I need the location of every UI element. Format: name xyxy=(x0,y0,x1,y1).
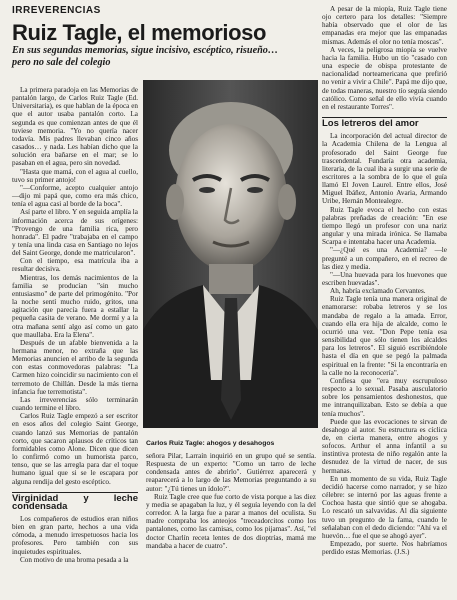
paragraph: Ruiz Tagle evoca el hecho con estas palabras preñadas de creación: "En ese tiempo llegó un profesor con una nariz angular y una mirada irónica. Se llamaba Scarpa e intentaba hacer una Academia. xyxy=(322,205,447,247)
paragraph: Con motivo de una broma pesada a la xyxy=(20,555,129,564)
paragraph: Así parte el libro. Y en seguida amplía la información acerca de sus orígenes: "Provengo de una familia rica, pero honrada". El padre "trabajaba en el campo y tenía una linda casa en Santiago no lejos del Saint George, donde me matricularon". xyxy=(12,208,138,258)
right-column xyxy=(322,5,447,556)
paragraph: señora Pilar, Larraín inquirió en un grupo qué se sentía. Respuesta de un experto: "Como un tarro de leche condensada antes de abrirlo". Gutiérrez aparecerá y reaparecerá a lo largo de las Memorias preguntando a su autor: "¿Tú tienes un ídolo?". xyxy=(146,452,316,493)
paragraph: Empezado, por suerte. Nos habríamos perdido estas Memorias. (J.S.) xyxy=(322,540,447,557)
paragraph: "—¿Qué es una Academia? —le pregunté a un compañero, en el recreo de las diez y media. xyxy=(322,246,447,271)
portrait-illustration xyxy=(143,80,318,428)
paragraph: Después de un afable bienvenida a la hermana menor, no extraña que las Memorias anuncien el arribo de la segunda con estas conmovedoras palabras: "La Carmen hizo coincidir su nacimiento con el terremoto de Chillán. Desde la más tierna infancia fue terremotista". xyxy=(12,338,138,396)
photo-caption: Carlos Ruiz Tagle: ahogos y desahogos xyxy=(146,440,275,447)
paragraph: Los compañeros de estudios eran niños bien en gran parte, hechos a una vida cómoda, a menudo irrespetuosos hacia los profesores. Pero también con sus inquietudes espirituales. xyxy=(12,514,138,556)
left-column xyxy=(12,86,138,564)
article-subtitle: En sus segundas memorias, sigue incisivo, escéptico, risueño… pero no sale del colegio xyxy=(12,45,279,68)
paragraph: Las irreverencias sólo terminarán cuando termine el libro. xyxy=(12,395,138,413)
section-label: IRREVERENCIAS xyxy=(12,5,101,16)
paragraph: A veces, la peligrosa miopía se vuelve hacia la familia. Hubo un tío "casado con una especie de obispa protestante de nacionalidad norteamericana que prefirió no venir a vivir a Chile". Papá me dijo que, de todas maneras, nuestro tío seguía siendo católico. Como señal de ello vivía cuando en el restaurante Torres". xyxy=(322,45,447,111)
paragraph: Ruiz Tagle tenía una manera original de enamorarse: robaba letreros y se los mandaba de regalo a la amada. Error, cuando ella era hija de alcalde, como le ocurrió una vez. "Don Pepe tenía esa sensibilidad que sólo tienen los alcaldes para los letreros". El siguió escribiéndole hasta el día en que se pegó la palmada espiritual en la frente: "Si la encontraría en la calle no la reconocería". xyxy=(322,295,447,377)
article-title: Ruiz Tagle, el memorioso xyxy=(12,20,267,45)
paragraph: Confiesa que "era muy escrupuloso respecto a lo sexual. Pasaba ausculatorio sobre los pensamientos deshonestos, que me intranquilizaban. Esto se debía a que tenía muchos". xyxy=(322,376,447,418)
paragraph: "—Conforme, acepto cualquier antojo —dijo mi papá que, como era más chico, tenía el agua casi al borde de la boca". xyxy=(12,183,138,209)
paragraph: Ah, habría exclamado Cervantes. xyxy=(330,287,426,296)
paragraph: Carlos Ruiz Tagle empezó a ser escritor en esos años del colegio Saint George, cuando lanzó sus Memorias de pantalón corto, que sacaron aplausos de críticos tan formidables como Alone. Dicen que dicen lo confirmó como un humorista parco, tenso, que se las arregla para dar el toque humano igual que si se le escapara por alguna rendija del gesto escéptico. xyxy=(12,412,138,486)
subheading: Los letreros del amor xyxy=(322,117,447,128)
paragraph: "Hasta que mamá, con el agua al cuello, tuvo su primer antojo! xyxy=(12,167,138,184)
portrait-photo xyxy=(143,80,318,428)
paragraph: "—Una huevada para los huevones que escriben huevadas". xyxy=(322,270,447,287)
middle-column xyxy=(146,452,316,550)
paragraph: Puede que las evocaciones te sirvan de desahogo al autor. Su estructura es cíclica de, en cierta manera, entre ahogos y sofocos. Arthur el anna infantil a su instintiva protesta de niño regalón ante la desnudez de la virtud de nacer, de sus hermanas. xyxy=(322,417,447,475)
paragraph: Con el tiempo, esa matrícula iba a resultar decisiva. xyxy=(12,257,138,274)
paragraph: A pesar de la miopía, Ruiz Tagle tiene ojo certero para los detalles: "Siempre había observado que el olor de las empanadas era mejor que las empanadas mismas. Además el olor no tenía moscas". xyxy=(322,5,447,46)
paragraph: La incorporación del actual director de la Academia Chilena de la Lengua al profesorado del Saint George fue trascendental. Fundaría otra academia, literaria, de la cual iba a surgir una serie de escritores a la sombra de lo que el guía llamó El Joven Laurel. Entre ellos, José Miguel Ibáñez, Antonio Avaria, Armando Uribe, Hernán Montealegre. xyxy=(322,132,447,206)
paragraph: Ruiz Tagle cree que fue corto de vista porque a las diez y media se apagaban la luz, y él seguía leyendo con la del corredor. A la larga fue a parar a manos del oculista. Su madre compraba los anteojos "treceadorcitos como los pantalones, como las camisas, como los pijamas". Así, "el doctor Charlín receta lentes de dos dioptrías, mamá me mandaba a hacer de cuatro". xyxy=(146,492,316,550)
paragraph: En un momento de su vida, Ruiz Tagle decidió hacerse como narrador, y se hizo célebre: se internó por las aguas frente a Cochoa hasta que sintió que se ahogaba. Lo rescató un salvavidas. Al día siguiente tuvo un pregunto de la fama, cuando le señalaban con el dedo diciendo: "Ahí va el huevón… fue el que se ahogó ayer". xyxy=(322,474,447,540)
paragraph: La primera paradoja en las Memorias de pantalón largo, de Carlos Ruiz Tagle (Ed. Universitaria), es que hablan de la época en que el autor usaba pantalón corto. La segunda es que comienzan antes de que él tuviese memoria. "Yo no quería nacer todavía. Mis padres llevaban cinco años casados… y nada. Les habían dicho que la solución era bañarse en el mar; se lo pasaban en el agua, pero sin novedad. xyxy=(12,86,138,168)
paragraph: Mientras, los demás nacimientos de la familia se producían "sin mucho entusiasmo" de parte del primogénito. "Por la noche sentí mucho ruido, gritos, una agitación que parecía fuera a estallar la pequeña casita de verano. Me dormí y a la otra mañana sentí algo así como un gato que maullaba. Era la Elena". xyxy=(12,273,138,339)
subheading: Virginidad y leche condensada xyxy=(12,492,138,512)
